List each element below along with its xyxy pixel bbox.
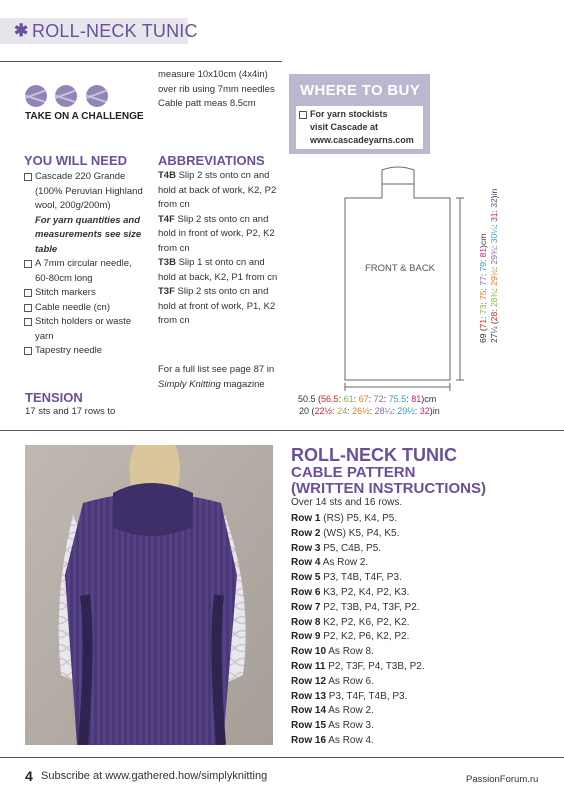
pattern-intro: Over 14 sts and 16 rows. [291, 497, 403, 508]
pattern-title: ROLL-NECK TUNIC [291, 445, 457, 465]
size-value: 22½ [314, 406, 333, 416]
size-value: 28¼ [374, 406, 393, 416]
size-value: 24 [337, 406, 348, 416]
pattern-row: Row 13 P3, T4F, T4B, P3. [291, 690, 408, 702]
tunic-photo [25, 445, 273, 745]
requirement-item: Cable needle (cn) [24, 301, 144, 316]
requirement-item: Stitch markers [24, 286, 144, 301]
checkbox-icon [24, 347, 32, 355]
abbreviation-item: T4B Slip 2 sts onto cn and hold at back of work, K2, P2 from cn [158, 170, 277, 210]
page-number: 4 [25, 768, 33, 784]
pattern-row: Row 3 P5, C4B, P5. [291, 542, 382, 554]
size-value: 75.5 [388, 394, 407, 404]
checkbox-icon [24, 304, 32, 312]
size-value: 73 [478, 304, 488, 315]
page-title: ROLL-NECK TUNIC [32, 21, 198, 41]
watermark: PassionForum.ru [466, 774, 539, 785]
requirement-item: Stitch holders or waste yarn [24, 315, 144, 344]
size-value: 32 [489, 198, 499, 208]
size-value: 28¾ [489, 290, 499, 308]
size-value: 31 [489, 212, 499, 222]
pattern-row: Row 10 As Row 8. [291, 646, 374, 658]
footer-divider [0, 757, 564, 758]
abbreviation-item: T4F Slip 2 sts onto cn and hold in front of work, P2, K2 from cn [158, 213, 275, 254]
pattern-row: Row 8 K2, P2, K6, P2, K2. [291, 616, 410, 628]
abbreviation-item: T3B Slip 1 st onto cn and hold at back, K2, P1 from cn [158, 257, 278, 283]
yarn-ball-icon [86, 85, 108, 107]
where-to-buy-content: For yarn stockists visit Cascade at www.cascadeyarns.com [296, 106, 423, 149]
pattern-row: Row 2 (WS) K5, P4, K5. [291, 527, 400, 539]
tension-text: 17 sts and 17 rows to [25, 406, 116, 417]
pattern-row: Row 14 As Row 2. [291, 705, 374, 717]
pattern-row: Row 16 As Row 4. [291, 734, 374, 746]
pattern-subtitle: CABLE PATTERN (WRITTEN INSTRUCTIONS) [291, 464, 486, 497]
checkbox-icon [24, 289, 32, 297]
size-value: 75 [478, 290, 488, 300]
height-dimensions [478, 188, 504, 343]
requirement-item: Cascade 220 Grande (100% Peruvian Highland wool, 200g/200m) [24, 170, 144, 214]
size-value: 30¼ [489, 226, 499, 244]
height-in-label: 27¼ (28: 28¾: 29½: 29¾: 30¼: 31: 32)in [489, 188, 499, 343]
pattern-row: Row 7 P2, T3B, P4, T3F, P2. [291, 601, 420, 613]
yarn-note: For yarn quantities and measurements see size table [35, 214, 142, 255]
yarn-ball-icon [25, 85, 47, 107]
pattern-row: Row 6 K3, P2, K4, P2, K3. [291, 586, 410, 598]
size-value: 29¾ [489, 247, 499, 265]
full-list-note: For a full list see page 87 in Simply Knitting magazine [158, 364, 275, 390]
width-cm-label: 50.5 (56.5: 61: 67: 72: 75.5: 81)cm [298, 394, 437, 404]
checkbox-icon [299, 111, 307, 119]
checkbox-icon [24, 318, 32, 326]
abbreviation-item: T3F Slip 2 sts onto cn and hold at front of work, P1, K2 from cn [158, 286, 276, 326]
checkbox-icon [24, 260, 32, 268]
challenge-label: TAKE ON A CHALLENGE [25, 111, 144, 122]
subscribe-link[interactable]: Subscribe at www.gathered.how/simplyknitting [41, 770, 268, 782]
size-value: 79 [478, 262, 488, 272]
pattern-row: Row 15 As Row 3. [291, 720, 374, 732]
yarn-ball-icon [55, 85, 77, 107]
size-value: 28 [489, 311, 499, 322]
pattern-row: Row 5 P3, T4B, T4F, P3. [291, 572, 402, 584]
requirement-item: A 7mm circular needle, 60-80cm long [24, 257, 144, 286]
where-to-buy-heading: WHERE TO BUY [300, 82, 420, 99]
size-value: 32 [419, 406, 430, 416]
cascade-link[interactable]: www.cascadeyarns.com [310, 135, 414, 145]
pattern-row: Row 11 P2, T3F, P4, T3B, P2. [291, 660, 425, 672]
abbreviations-list [158, 169, 280, 329]
you-will-need-section [24, 153, 144, 359]
width-in-label: 20 (22½: 24: 26½: 28¼: 29½: 32)in [299, 406, 440, 416]
size-value: 81 [411, 394, 422, 404]
star-icon: ✱ [14, 21, 29, 40]
you-will-need-heading: YOU WILL NEED [24, 153, 128, 168]
size-value: 61 [343, 394, 354, 404]
pattern-row: Row 1 (RS) P5, K4, P5. [291, 513, 398, 524]
size-value: 29½ [489, 269, 499, 286]
size-value: 67 [358, 394, 369, 404]
pattern-row: Row 12 As Row 6. [291, 675, 374, 687]
size-value: 72 [373, 394, 384, 404]
tension-continued: measure 10x10cm (4x4in) over rib using 7mm needles Cable patt meas 8.5cm [158, 69, 275, 109]
abbreviations-heading: ABBREVIATIONS [158, 153, 265, 168]
size-value: 56.5 [321, 394, 339, 404]
requirement-item: Tapestry needle [24, 344, 144, 359]
checkbox-icon [24, 173, 32, 181]
size-value: 81 [478, 247, 488, 258]
section-divider [0, 430, 564, 431]
pattern-row: Row 9 P2, K2, P6, K2, P2. [291, 631, 410, 643]
header-divider [0, 61, 282, 62]
pattern-rows [291, 512, 425, 749]
pattern-row: Row 4 As Row 2. [291, 557, 369, 569]
size-value: 26½ [352, 406, 370, 416]
size-value: 77 [478, 276, 488, 286]
tension-heading: TENSION [25, 390, 83, 405]
size-value: 29½ [397, 406, 415, 416]
height-cm-label: 69 (71: 73: 75: 77: 79: 81)cm [478, 233, 488, 343]
front-back-label: FRONT & BACK [364, 263, 436, 274]
garment-schematic [300, 160, 500, 392]
size-value: 71 [478, 318, 488, 329]
